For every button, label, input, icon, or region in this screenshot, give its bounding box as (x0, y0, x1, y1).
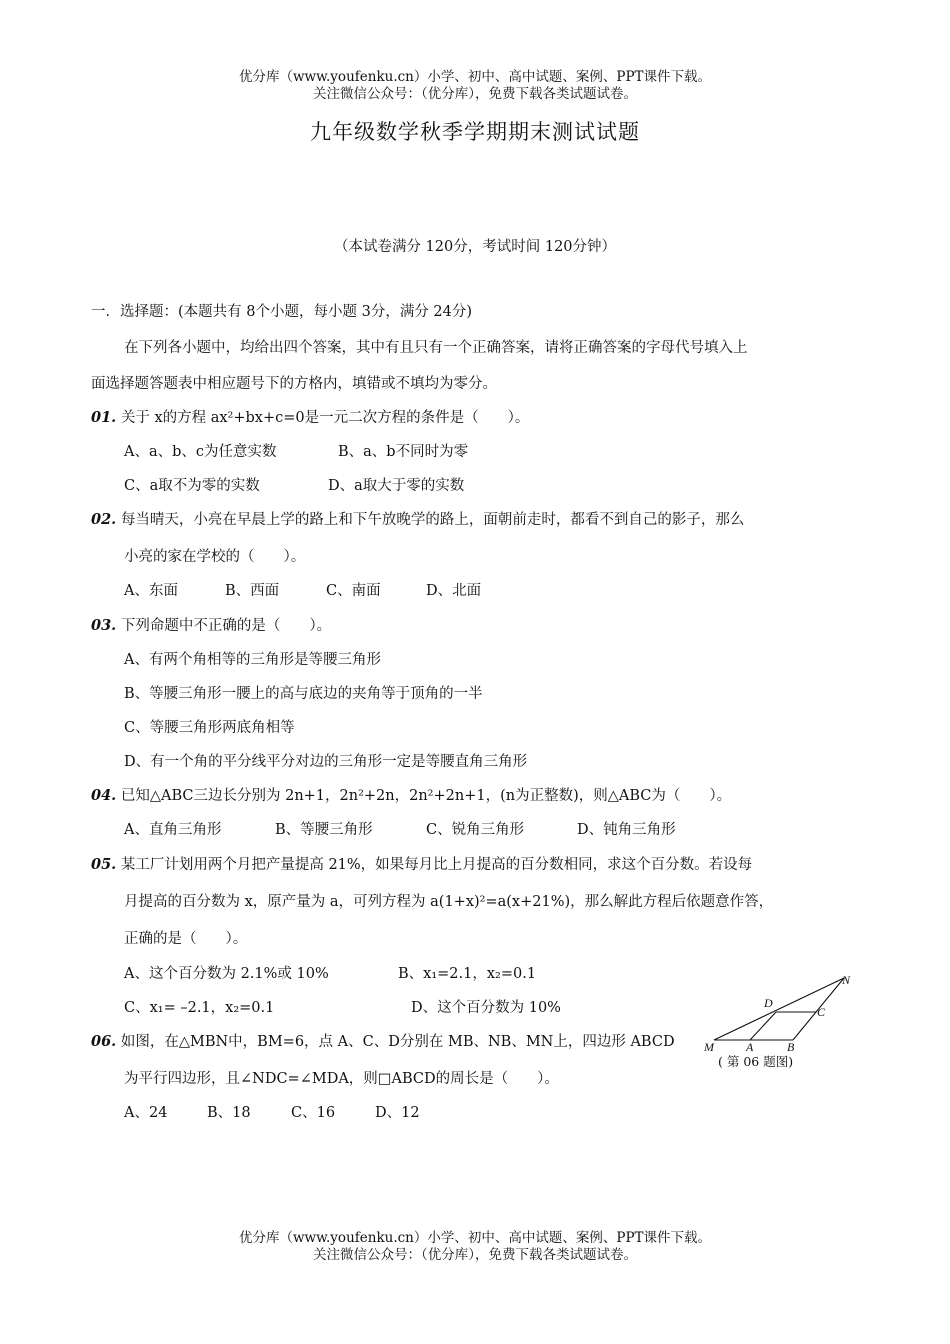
question-03 (91, 616, 331, 636)
question-04 (91, 786, 731, 806)
instruction-line-1: 在下列各小题中，均给出四个答案，其中有且只有一个正确答案，请将正确答案的字母代号填入上 (124, 340, 748, 356)
option-d: D、12 (375, 1105, 420, 1121)
section-heading: 一．选择题：(本题共有 8个小题，每小题 3分，满分 24分) (91, 304, 473, 320)
question-stem-cont: 正确的是（ ）。 (124, 931, 248, 947)
option-b: B、18 (207, 1105, 251, 1121)
label-a: A (746, 1040, 754, 1054)
page-header (0, 69, 950, 103)
question-02 (91, 510, 744, 530)
option-b: B、x₁=2.1，x₂=0.1 (398, 966, 537, 982)
question-stem: 如图，在△MBN中，BM=6，点 A、C、D分别在 MB、NB、MN上，四边形 ABCD (120, 1034, 675, 1050)
option-d: D、这个百分数为 10% (411, 1000, 561, 1016)
question-number: 01. (91, 409, 117, 426)
question-stem: 关于 x的方程 ax²+bx+c=0是一元二次方程的条件是（ ）。 (120, 410, 530, 426)
question-stem: 每当晴天，小亮在早晨上学的路上和下午放晚学的路上，面朝前走时，都看不到自己的影子，那么 (120, 512, 745, 528)
question-number: 06. (91, 1033, 117, 1050)
header-line-1: 优分库（www.youfenku.cn）小学、初中、高中试题、案例、PPT课件下载。 (238, 69, 712, 85)
label-c: C (817, 1005, 826, 1019)
option-b: B、等腰三角形 (275, 822, 373, 838)
geometry-figure (700, 968, 860, 1088)
question-06 (91, 1032, 675, 1052)
option-a: A、东面 (124, 583, 178, 599)
option-b: B、西面 (225, 583, 280, 599)
label-b: B (787, 1040, 795, 1054)
exam-info: （本试卷满分 120分，考试时间 120分钟） (333, 239, 617, 255)
footer-line-1: 优分库（www.youfenku.cn）小学、初中、高中试题、案例、PPT课件下载。 (238, 1230, 712, 1246)
option-c: C、等腰三角形两底角相等 (124, 720, 295, 736)
question-stem: 下列命题中不正确的是（ ）。 (120, 618, 332, 634)
label-m: M (704, 1040, 714, 1054)
question-number: 04. (91, 787, 117, 804)
instruction-line-2: 面选择题答题表中相应题号下的方格内，填错或不填均为零分。 (91, 376, 497, 392)
question-stem-cont: 小亮的家在学校的（ ）。 (124, 549, 306, 565)
option-d: D、钝角三角形 (577, 822, 676, 838)
header-line-2: 关注微信公众号：（优分库），免费下载各类试题试卷。 (313, 86, 637, 102)
option-a: A、a、b、c为任意实数 (124, 444, 277, 460)
footer-line-2: 关注微信公众号：（优分库），免费下载各类试题试卷。 (313, 1247, 637, 1263)
question-01 (91, 408, 529, 428)
question-stem-cont: 月提高的百分数为 x，原产量为 a，可列方程为 a(1+x)²=a(x+21%)，那么解此方程后依题意作答， (124, 894, 774, 910)
option-c: C、x₁= –2.1，x₂=0.1 (124, 1000, 275, 1016)
question-stem: 某工厂计划用两个月把产量提高 21%，如果每月比上月提高的百分数相同，求这个百分数。若设每 (120, 857, 753, 873)
question-number: 05. (91, 856, 117, 873)
option-b: B、a、b不同时为零 (338, 444, 469, 460)
page-title: 九年级数学秋季学期期末测试试题 (310, 120, 640, 144)
option-c: C、南面 (326, 583, 381, 599)
option-d: D、有一个角的平分线平分对边的三角形一定是等腰直角三角形 (124, 754, 528, 770)
option-a: A、有两个角相等的三角形是等腰三角形 (124, 652, 381, 668)
page-footer (0, 1230, 950, 1264)
option-c: C、a取不为零的实数 (124, 478, 260, 494)
label-n: N (842, 973, 851, 987)
option-b: B、等腰三角形一腰上的高与底边的夹角等于顶角的一半 (124, 686, 483, 702)
figure-caption: ( 第 06 题图) (718, 1054, 794, 1069)
question-05 (91, 855, 752, 875)
label-d: D (764, 996, 773, 1010)
option-d: D、北面 (426, 583, 482, 599)
option-a: A、直角三角形 (124, 822, 222, 838)
question-stem: 已知△ABC三边长分别为 2n+1，2n²+2n，2n²+2n+1，(n为正整数)，则△ABC为（ ）。 (120, 788, 732, 804)
question-number: 03. (91, 617, 117, 634)
question-stem-cont: 为平行四边形，且∠NDC=∠MDA，则□ABCD的周长是（ ）。 (124, 1071, 559, 1087)
option-d: D、a取大于零的实数 (328, 478, 465, 494)
option-c: C、锐角三角形 (426, 822, 525, 838)
option-a: A、这个百分数为 2.1%或 10% (124, 966, 329, 982)
option-a: A、24 (124, 1105, 168, 1121)
question-number: 02. (91, 511, 117, 528)
option-c: C、16 (291, 1105, 336, 1121)
